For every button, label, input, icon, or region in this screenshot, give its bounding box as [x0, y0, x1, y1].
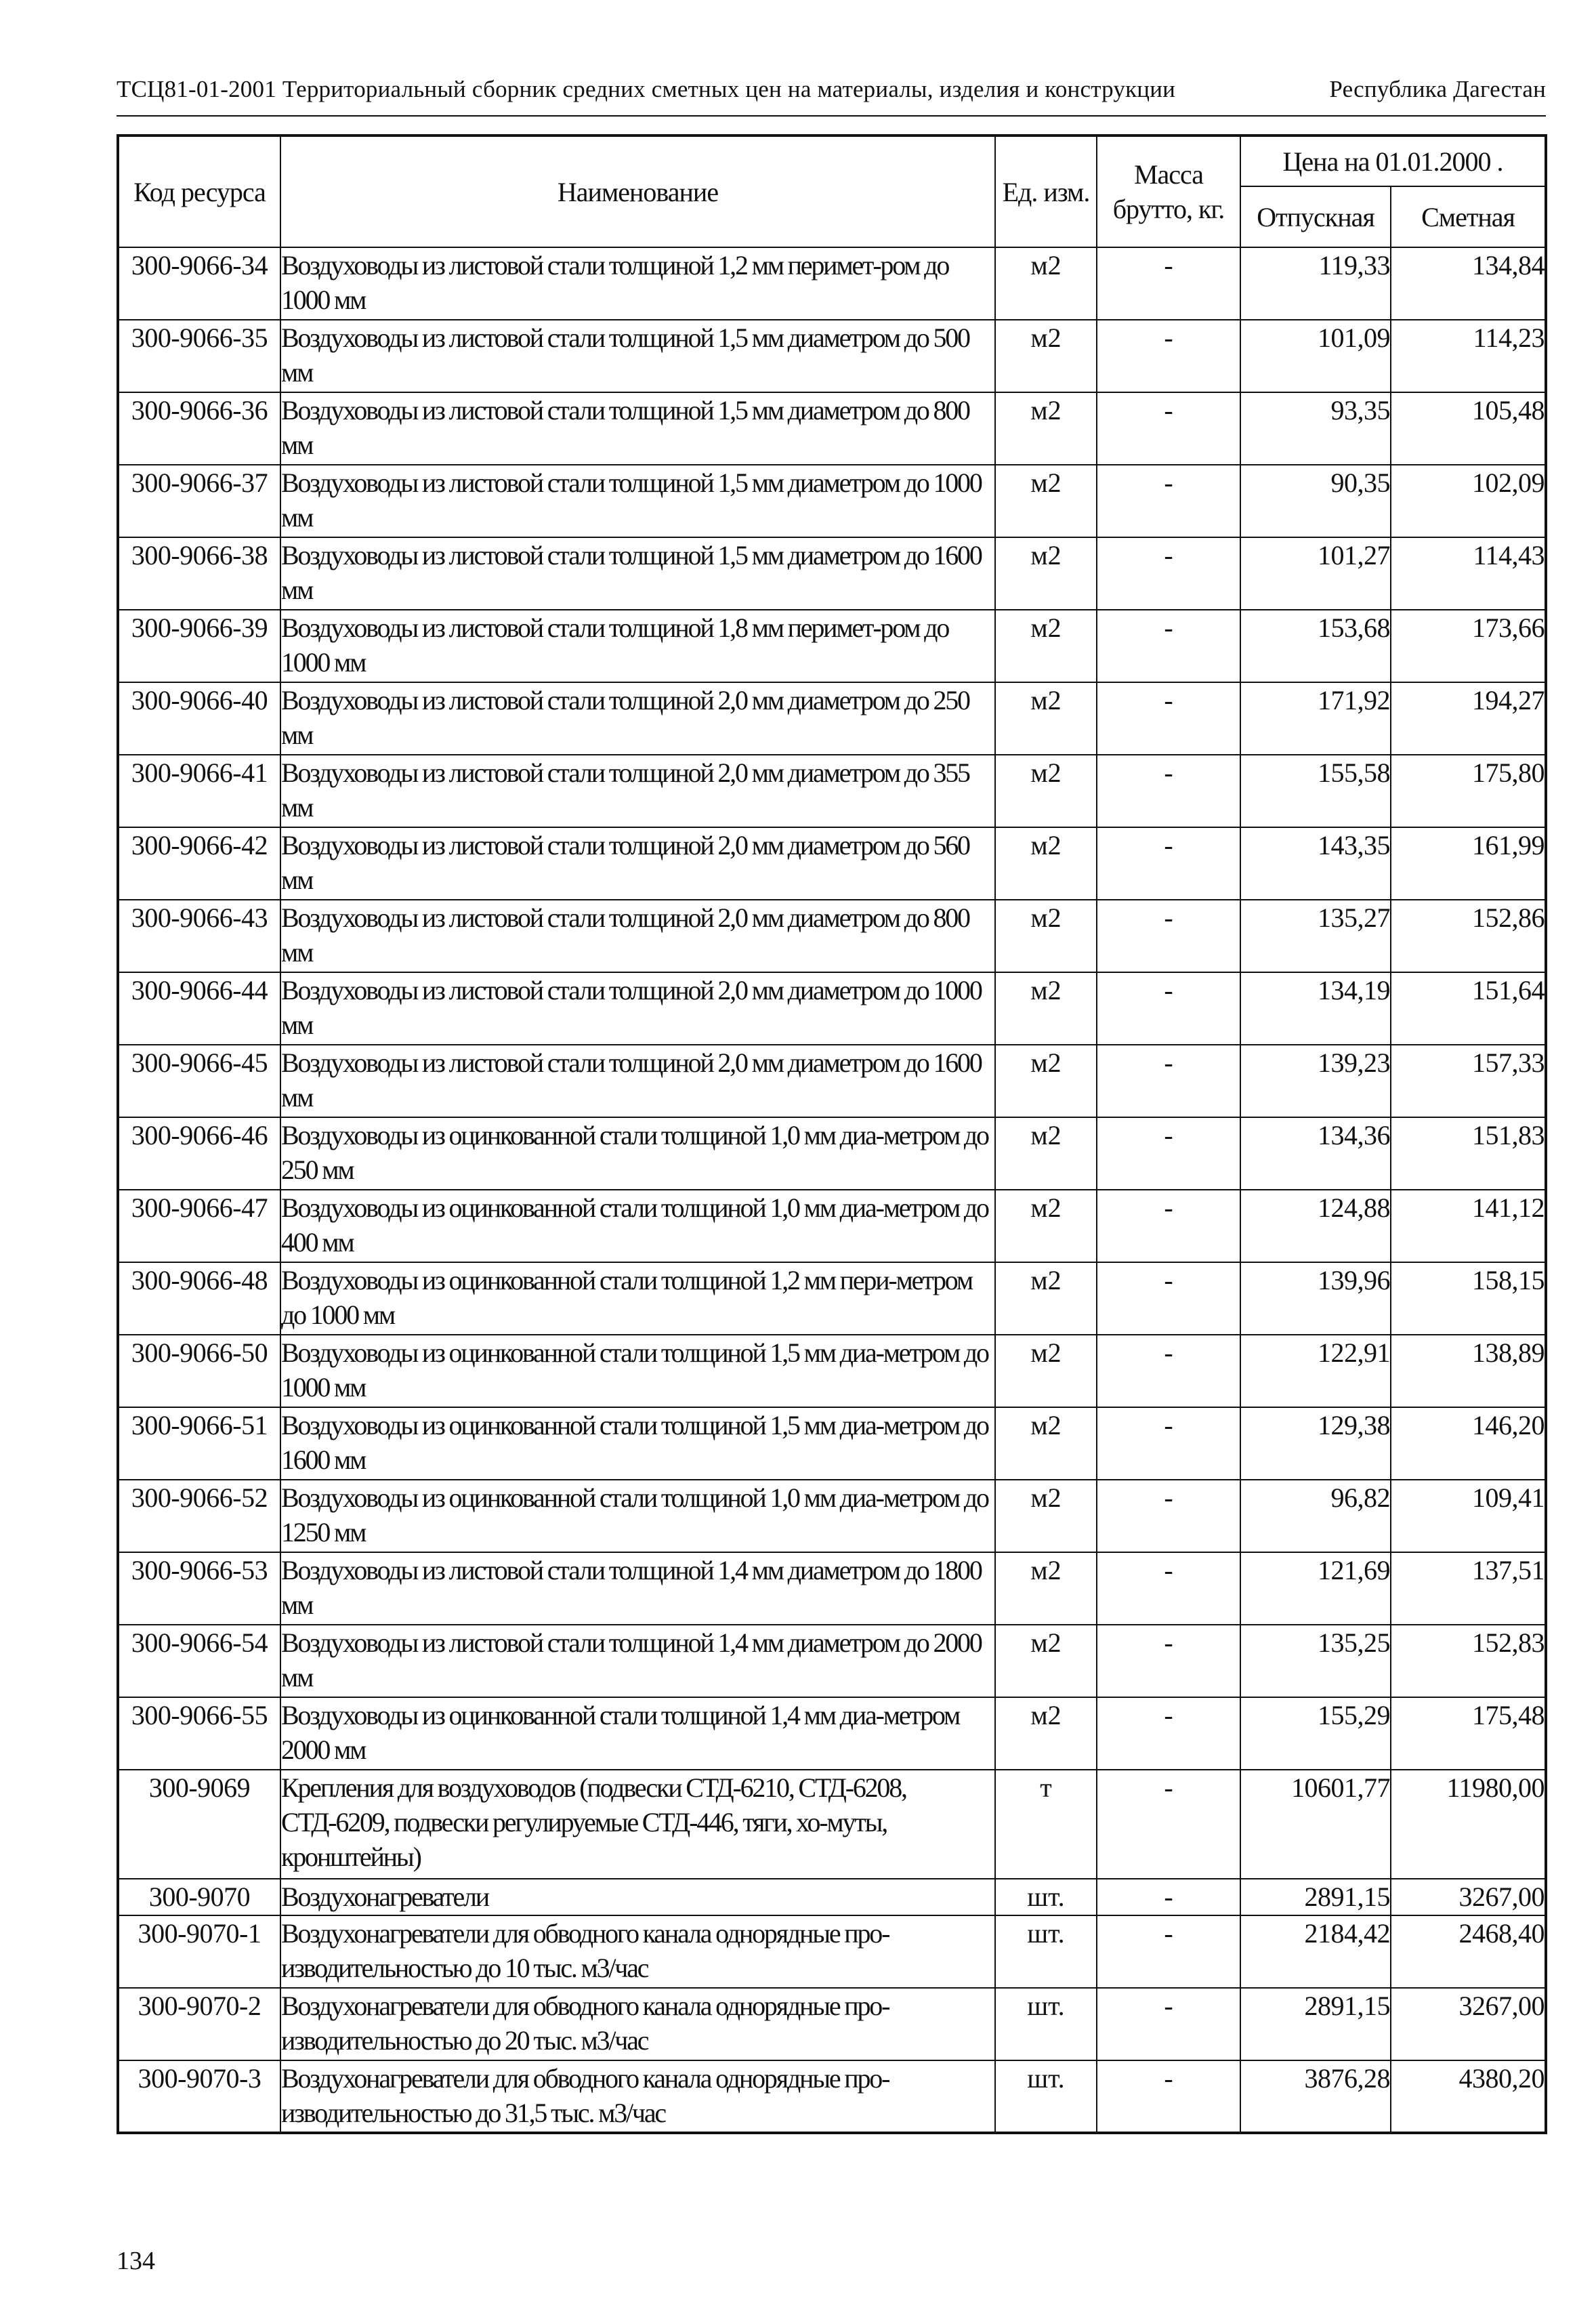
resource-code-cell: 300-9066-34 [118, 247, 280, 320]
release-price-cell: 139,23 [1240, 1045, 1391, 1117]
resource-code-cell: 300-9066-47 [118, 1190, 280, 1262]
column-header-price-group: Цена на 01.01.2000 . [1240, 136, 1546, 186]
resource-name-cell: Воздуховоды из листовой стали толщиной 2,0 мм диаметром до 1600 мм [280, 1045, 995, 1117]
mass-cell: - [1097, 1262, 1240, 1335]
release-price-cell: 135,25 [1240, 1625, 1391, 1697]
release-price-cell: 139,96 [1240, 1262, 1391, 1335]
estimate-price-cell: 175,80 [1391, 755, 1546, 827]
release-price-cell: 134,36 [1240, 1117, 1391, 1190]
table-row [118, 247, 1546, 320]
resource-name-cell: Воздуховоды из листовой стали толщиной 2,0 мм диаметром до 1000 мм [280, 972, 995, 1045]
resource-name-cell: Воздуховоды из листовой стали толщиной 2,0 мм диаметром до 355 мм [280, 755, 995, 827]
unit-cell: шт. [995, 1879, 1097, 1915]
resource-code-cell: 300-9066-51 [118, 1407, 280, 1480]
resource-name-cell: Воздуховоды из листовой стали толщиной 1,5 мм диаметром до 1000 мм [280, 465, 995, 537]
release-price-cell: 3876,28 [1240, 2060, 1391, 2133]
estimate-price-cell: 157,33 [1391, 1045, 1546, 1117]
mass-cell: - [1097, 1045, 1240, 1117]
table-row [118, 1190, 1546, 1262]
resource-code-cell: 300-9066-39 [118, 610, 280, 682]
unit-cell: м2 [995, 1335, 1097, 1407]
resource-code-cell: 300-9066-44 [118, 972, 280, 1045]
table-row [118, 682, 1546, 755]
release-price-cell: 2891,15 [1240, 1988, 1391, 2060]
mass-cell: - [1097, 1407, 1240, 1480]
estimate-price-cell: 134,84 [1391, 247, 1546, 320]
release-price-cell: 129,38 [1240, 1407, 1391, 1480]
estimate-price-cell: 175,48 [1391, 1697, 1546, 1770]
table-row [118, 1407, 1546, 1480]
estimate-price-cell: 141,12 [1391, 1190, 1546, 1262]
estimate-price-cell: 3267,00 [1391, 1879, 1546, 1915]
table-row [118, 392, 1546, 465]
table-row [118, 900, 1546, 972]
unit-cell: шт. [995, 1988, 1097, 2060]
table-row [118, 1480, 1546, 1552]
estimate-price-cell: 3267,00 [1391, 1988, 1546, 2060]
mass-cell: - [1097, 1552, 1240, 1625]
release-price-cell: 121,69 [1240, 1552, 1391, 1625]
release-price-cell: 153,68 [1240, 610, 1391, 682]
table-header [118, 136, 1546, 247]
resource-name-cell: Воздуховоды из листовой стали толщиной 1,5 мм диаметром до 500 мм [280, 320, 995, 392]
estimate-price-cell: 137,51 [1391, 1552, 1546, 1625]
resource-name-cell: Воздуховоды из оцинкованной стали толщиной 1,0 мм диа-метром до 1250 мм [280, 1480, 995, 1552]
resource-name-cell: Воздухонагреватели [280, 1879, 995, 1915]
table-row [118, 1770, 1546, 1879]
resource-name-cell: Воздуховоды из листовой стали толщиной 1,5 мм диаметром до 1600 мм [280, 537, 995, 610]
resource-code-cell: 300-9066-40 [118, 682, 280, 755]
table-row [118, 755, 1546, 827]
table-row [118, 1335, 1546, 1407]
resource-code-cell: 300-9069 [118, 1770, 280, 1879]
estimate-price-cell: 146,20 [1391, 1407, 1546, 1480]
resource-name-cell: Воздухонагреватели для обводного канала однорядные про-изводительностью до 31,5 тыс. м3/час [280, 2060, 995, 2133]
mass-cell: - [1097, 2060, 1240, 2133]
estimate-price-cell: 152,83 [1391, 1625, 1546, 1697]
unit-cell: шт. [995, 1915, 1097, 1988]
table-row [118, 1988, 1546, 2060]
resource-name-cell: Воздуховоды из оцинкованной стали толщиной 1,0 мм диа-метром до 400 мм [280, 1190, 995, 1262]
page-number: 134 [117, 2247, 155, 2275]
resource-code-cell: 300-9066-38 [118, 537, 280, 610]
resource-code-cell: 300-9066-41 [118, 755, 280, 827]
resource-code-cell: 300-9066-50 [118, 1335, 280, 1407]
unit-cell: м2 [995, 900, 1097, 972]
table-row [118, 320, 1546, 392]
resource-code-cell: 300-9066-36 [118, 392, 280, 465]
release-price-cell: 96,82 [1240, 1480, 1391, 1552]
unit-cell: м2 [995, 1117, 1097, 1190]
column-header-name: Наименование [280, 136, 995, 247]
release-price-cell: 155,58 [1240, 755, 1391, 827]
unit-cell: м2 [995, 537, 1097, 610]
resource-name-cell: Воздуховоды из листовой стали толщиной 1,2 мм перимет-ром до 1000 мм [280, 247, 995, 320]
resource-code-cell: 300-9066-53 [118, 1552, 280, 1625]
resource-name-cell: Воздухонагреватели для обводного канала однорядные про-изводительностью до 20 тыс. м3/час [280, 1988, 995, 2060]
resource-code-cell: 300-9070-3 [118, 2060, 280, 2133]
mass-cell: - [1097, 1190, 1240, 1262]
resource-name-cell: Воздуховоды из оцинкованной стали толщиной 1,2 мм пери-метром до 1000 мм [280, 1262, 995, 1335]
release-price-cell: 122,91 [1240, 1335, 1391, 1407]
estimate-price-cell: 138,89 [1391, 1335, 1546, 1407]
collection-title: ТСЦ81-01-2001 Территориальный сборник средних сметных цен на материалы, изделия и конструкции [117, 76, 1176, 102]
resource-code-cell: 300-9066-35 [118, 320, 280, 392]
mass-cell: - [1097, 465, 1240, 537]
table-row [118, 1262, 1546, 1335]
estimate-price-cell: 151,64 [1391, 972, 1546, 1045]
mass-cell: - [1097, 682, 1240, 755]
release-price-cell: 135,27 [1240, 900, 1391, 972]
mass-cell: - [1097, 247, 1240, 320]
unit-cell: м2 [995, 682, 1097, 755]
region-name: Республика Дагестан [1329, 76, 1546, 102]
resource-name-cell: Воздуховоды из оцинкованной стали толщиной 1,0 мм диа-метром до 250 мм [280, 1117, 995, 1190]
unit-cell: шт. [995, 2060, 1097, 2133]
mass-cell: - [1097, 320, 1240, 392]
unit-cell: м2 [995, 1697, 1097, 1770]
estimate-price-cell: 114,23 [1391, 320, 1546, 392]
resource-code-cell: 300-9070 [118, 1879, 280, 1915]
table-body [118, 247, 1546, 2133]
column-header-estimate-price: Сметная [1391, 186, 1546, 247]
mass-cell: - [1097, 610, 1240, 682]
resource-code-cell: 300-9066-54 [118, 1625, 280, 1697]
resource-name-cell: Воздуховоды из листовой стали толщиной 2,0 мм диаметром до 250 мм [280, 682, 995, 755]
resource-code-cell: 300-9066-52 [118, 1480, 280, 1552]
unit-cell: м2 [995, 1552, 1097, 1625]
release-price-cell: 2891,15 [1240, 1879, 1391, 1915]
mass-cell: - [1097, 1915, 1240, 1988]
estimate-price-cell: 152,86 [1391, 900, 1546, 972]
release-price-cell: 143,35 [1240, 827, 1391, 900]
estimate-price-cell: 194,27 [1391, 682, 1546, 755]
table-row [118, 610, 1546, 682]
unit-cell: м2 [995, 1407, 1097, 1480]
column-header-mass: Масса брутто, кг. [1097, 136, 1240, 247]
mass-cell: - [1097, 1117, 1240, 1190]
unit-cell: м2 [995, 1045, 1097, 1117]
resource-code-cell: 300-9066-45 [118, 1045, 280, 1117]
resource-code-cell: 300-9066-48 [118, 1262, 280, 1335]
resource-name-cell: Воздуховоды из оцинкованной стали толщиной 1,5 мм диа-метром до 1000 мм [280, 1335, 995, 1407]
mass-cell: - [1097, 537, 1240, 610]
table-row [118, 1915, 1546, 1988]
resource-code-cell: 300-9066-42 [118, 827, 280, 900]
unit-cell: м2 [995, 1625, 1097, 1697]
mass-cell: - [1097, 1988, 1240, 2060]
resource-name-cell: Воздуховоды из листовой стали толщиной 1,8 мм перимет-ром до 1000 мм [280, 610, 995, 682]
release-price-cell: 10601,77 [1240, 1770, 1391, 1879]
table-row [118, 827, 1546, 900]
resource-name-cell: Воздуховоды из листовой стали толщиной 1,4 мм диаметром до 1800 мм [280, 1552, 995, 1625]
column-header-code: Код ресурса [118, 136, 280, 247]
resource-code-cell: 300-9066-43 [118, 900, 280, 972]
resource-name-cell: Крепления для воздуховодов (подвески СТД-6210, СТД-6208, СТД-6209, подвески регулируемые СТД-446, тяги, хо-муты, кронштейны) [280, 1770, 995, 1879]
estimate-price-cell: 114,43 [1391, 537, 1546, 610]
mass-cell: - [1097, 1625, 1240, 1697]
resource-code-cell: 300-9066-46 [118, 1117, 280, 1190]
mass-cell: - [1097, 1480, 1240, 1552]
table-row [118, 1625, 1546, 1697]
table-row [118, 537, 1546, 610]
unit-cell: м2 [995, 1262, 1097, 1335]
unit-cell: м2 [995, 610, 1097, 682]
price-table [117, 134, 1547, 2134]
mass-cell: - [1097, 1697, 1240, 1770]
unit-cell: м2 [995, 755, 1097, 827]
resource-code-cell: 300-9070-1 [118, 1915, 280, 1988]
estimate-price-cell: 11980,00 [1391, 1770, 1546, 1879]
resource-name-cell: Воздуховоды из листовой стали толщиной 1,5 мм диаметром до 800 мм [280, 392, 995, 465]
estimate-price-cell: 109,41 [1391, 1480, 1546, 1552]
resource-name-cell: Воздуховоды из листовой стали толщиной 1,4 мм диаметром до 2000 мм [280, 1625, 995, 1697]
resource-code-cell: 300-9066-55 [118, 1697, 280, 1770]
release-price-cell: 101,09 [1240, 320, 1391, 392]
table-row [118, 465, 1546, 537]
release-price-cell: 90,35 [1240, 465, 1391, 537]
header-divider [117, 115, 1546, 117]
table-row [118, 1552, 1546, 1625]
resource-name-cell: Воздухонагреватели для обводного канала однорядные про-изводительностью до 10 тыс. м3/час [280, 1915, 995, 1988]
release-price-cell: 101,27 [1240, 537, 1391, 610]
unit-cell: м2 [995, 1480, 1097, 1552]
mass-cell: - [1097, 827, 1240, 900]
unit-cell: м2 [995, 827, 1097, 900]
estimate-price-cell: 2468,40 [1391, 1915, 1546, 1988]
resource-name-cell: Воздуховоды из листовой стали толщиной 2,0 мм диаметром до 800 мм [280, 900, 995, 972]
mass-cell: - [1097, 900, 1240, 972]
estimate-price-cell: 173,66 [1391, 610, 1546, 682]
unit-cell: м2 [995, 392, 1097, 465]
estimate-price-cell: 105,48 [1391, 392, 1546, 465]
release-price-cell: 171,92 [1240, 682, 1391, 755]
mass-cell: - [1097, 755, 1240, 827]
unit-cell: м2 [995, 465, 1097, 537]
release-price-cell: 2184,42 [1240, 1915, 1391, 1988]
table-row [118, 2060, 1546, 2133]
release-price-cell: 155,29 [1240, 1697, 1391, 1770]
table-row [118, 1879, 1546, 1915]
release-price-cell: 93,35 [1240, 392, 1391, 465]
estimate-price-cell: 161,99 [1391, 827, 1546, 900]
estimate-price-cell: 151,83 [1391, 1117, 1546, 1190]
estimate-price-cell: 102,09 [1391, 465, 1546, 537]
resource-name-cell: Воздуховоды из листовой стали толщиной 2,0 мм диаметром до 560 мм [280, 827, 995, 900]
estimate-price-cell: 158,15 [1391, 1262, 1546, 1335]
mass-cell: - [1097, 1335, 1240, 1407]
page-header [117, 76, 1546, 103]
estimate-price-cell: 4380,20 [1391, 2060, 1546, 2133]
resource-code-cell: 300-9070-2 [118, 1988, 280, 2060]
release-price-cell: 134,19 [1240, 972, 1391, 1045]
unit-cell: т [995, 1770, 1097, 1879]
resource-name-cell: Воздуховоды из оцинкованной стали толщиной 1,4 мм диа-метром 2000 мм [280, 1697, 995, 1770]
mass-cell: - [1097, 1770, 1240, 1879]
mass-cell: - [1097, 972, 1240, 1045]
unit-cell: м2 [995, 1190, 1097, 1262]
table-row [118, 972, 1546, 1045]
release-price-cell: 119,33 [1240, 247, 1391, 320]
column-header-release-price: Отпускная [1240, 186, 1391, 247]
table-row [118, 1697, 1546, 1770]
mass-cell: - [1097, 1879, 1240, 1915]
resource-code-cell: 300-9066-37 [118, 465, 280, 537]
unit-cell: м2 [995, 320, 1097, 392]
release-price-cell: 124,88 [1240, 1190, 1391, 1262]
resource-name-cell: Воздуховоды из оцинкованной стали толщиной 1,5 мм диа-метром до 1600 мм [280, 1407, 995, 1480]
column-header-unit: Ед. изм. [995, 136, 1097, 247]
table-row [118, 1045, 1546, 1117]
unit-cell: м2 [995, 972, 1097, 1045]
mass-cell: - [1097, 392, 1240, 465]
table-row [118, 1117, 1546, 1190]
unit-cell: м2 [995, 247, 1097, 320]
